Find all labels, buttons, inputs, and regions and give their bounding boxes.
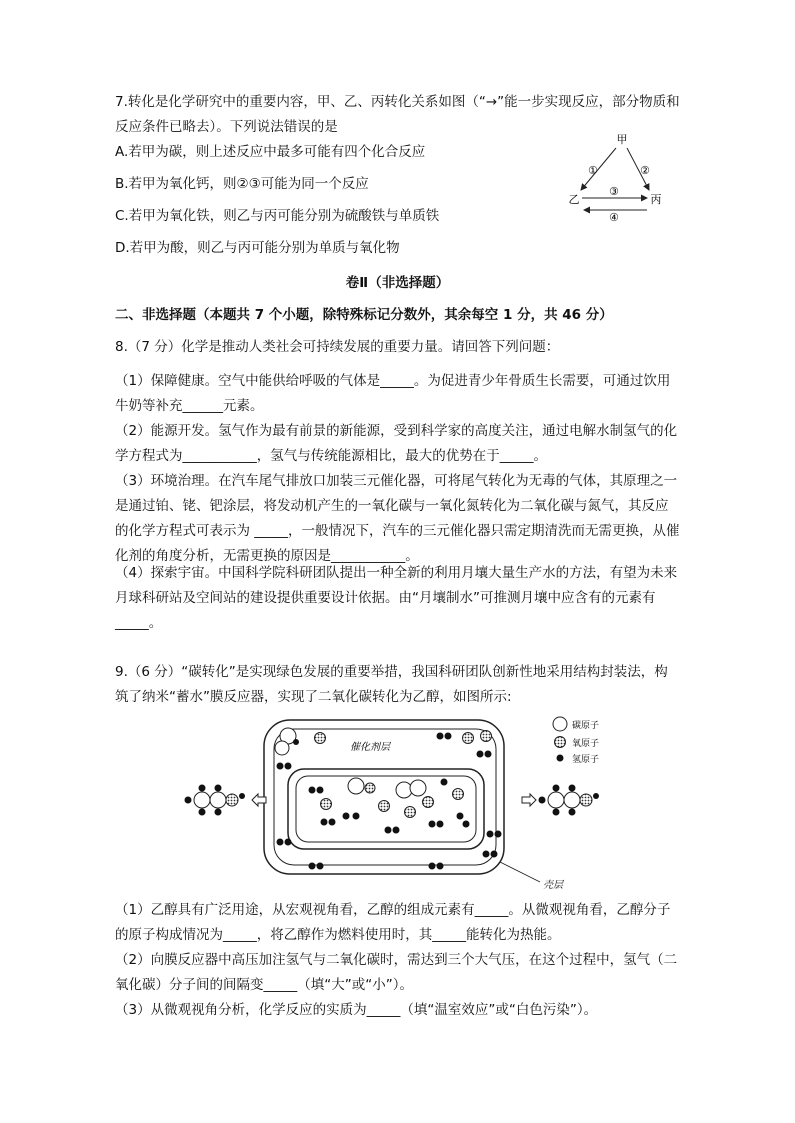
q8-part3: （3）环境治理。在汽车尾气排放口加装三元催化器，可将尾气转化为无毒的气体，其原理之一是通过铂、铑、钯涂层，将发动机产生的一氧化碳与一氧化氮转化为二氧化碳与氮气，其反应的化学方程式可表示为 _____，一般情况下，汽车的三元催化器只需定期清洗而无需更换，从催化剂的角度分析，无需更换的原因是___________。 <box>115 473 680 564</box>
yi-label: 乙 <box>568 193 580 206</box>
q9-part1: （1）乙醇具有广泛用途，从宏观视角看，乙醇的组成元素有_____。从微观视角看，乙醇分子的原子构成情况为_____，将乙醇作为燃料使用时，其_____能转化为热能。 <box>115 902 671 943</box>
ethanol-molecule-left <box>185 785 246 816</box>
jia-label: 甲 <box>616 133 628 146</box>
q8-part4: （4）探索宇宙。中国科学院科研团队提出一种全新的利用月壤大量生产水的方法，有望为未来月球科研站及空间站的建设提供重要设计依据。由“月壤制水”可推测月壤中应含有的元素有_____。 <box>115 565 678 631</box>
q8-part2: （2）能源开发。氢气作为最有前景的新能源，受到科学家的高度关注，通过电解水制氢气的化学方程式为___________，氢气与传统能源相比，最大的优势在于_____。 <box>115 423 678 464</box>
q9-membrane-reactor-figure <box>170 712 650 892</box>
q8-part1: （1）保障健康。空气中能供给呼吸的气体是_____。为促进青少年骨质生长需要，可通过饮用牛奶等补充______元素。 <box>115 373 671 414</box>
section-title: 卷Ⅱ（非选择题） <box>345 275 450 291</box>
q9-part2: （2）向膜反应器中高压加注氢气与二氧化碳时，需达到三个大气压，在这个过程中，氢气（二氧化碳）分子间的间隔变_____（填“大”或“小”）。 <box>115 952 678 993</box>
legend-carbon-icon <box>553 717 567 731</box>
q8-stem: 8.（7 分）化学是推动人类社会可持续发展的重要力量。请回答下列问题： <box>115 339 560 355</box>
q9-part3: （3）从微观视角分析，化学反应的实质为_____（填“温室效应”或“白色污染”）。 <box>115 1002 598 1018</box>
legend-carbon-label: 碳原子 <box>572 721 600 731</box>
arrow-1 <box>581 148 616 190</box>
shell-pointer <box>500 862 540 882</box>
q7-stem: 7.转化是化学研究中的重要内容，甲、乙、丙转化关系如图（“→”能一步实现反应，部分物质和反应条件已略去）。下列说法错误的是 <box>115 94 680 135</box>
q9-stem: 9.（6 分）“碳转化”是实现绿色发展的重要举措，我国科研团队创新性地采用结构封装法，构筑了纳米“蓄水”膜反应器，实现了二氧化碳转化为乙醇，如图所示: <box>115 664 668 705</box>
shell-label: 壳层 <box>543 880 563 891</box>
label-4: ④ <box>609 211 619 222</box>
q7-option-a: A.若甲为碳，则上述反应中最多可能有四个化合反应 <box>115 144 426 160</box>
ethanol-molecule-right <box>539 785 600 816</box>
label-3: ③ <box>609 185 619 198</box>
legend-oxygen-icon <box>555 737 566 748</box>
right-arrow-icon <box>522 794 536 806</box>
q7-option-b: B.若甲为氧化钙，则②③可能为同一个反应 <box>115 176 369 192</box>
bing-label: 丙 <box>650 193 662 206</box>
label-2: ② <box>640 164 650 177</box>
legend-oxygen-label: 氧原子 <box>572 739 600 749</box>
section-header: 二、非选择题（本题共 7 个小题，除特殊标记分数外，其余每空 1 分，共 46 分） <box>115 307 613 323</box>
q7-option-d: D.若甲为酸，则乙与丙可能分别为单质与氧化物 <box>115 240 400 256</box>
legend-hydrogen-icon <box>557 755 564 762</box>
legend-hydrogen-label: 氢原子 <box>572 755 600 765</box>
q7-option-c: C.若甲为氧化铁，则乙与丙可能分别为硫酸铁与单质铁 <box>115 208 440 224</box>
q7-transformation-diagram <box>560 132 670 222</box>
label-1: ① <box>588 164 598 177</box>
catalyst-layer-label: 催化剂层 <box>350 742 390 753</box>
